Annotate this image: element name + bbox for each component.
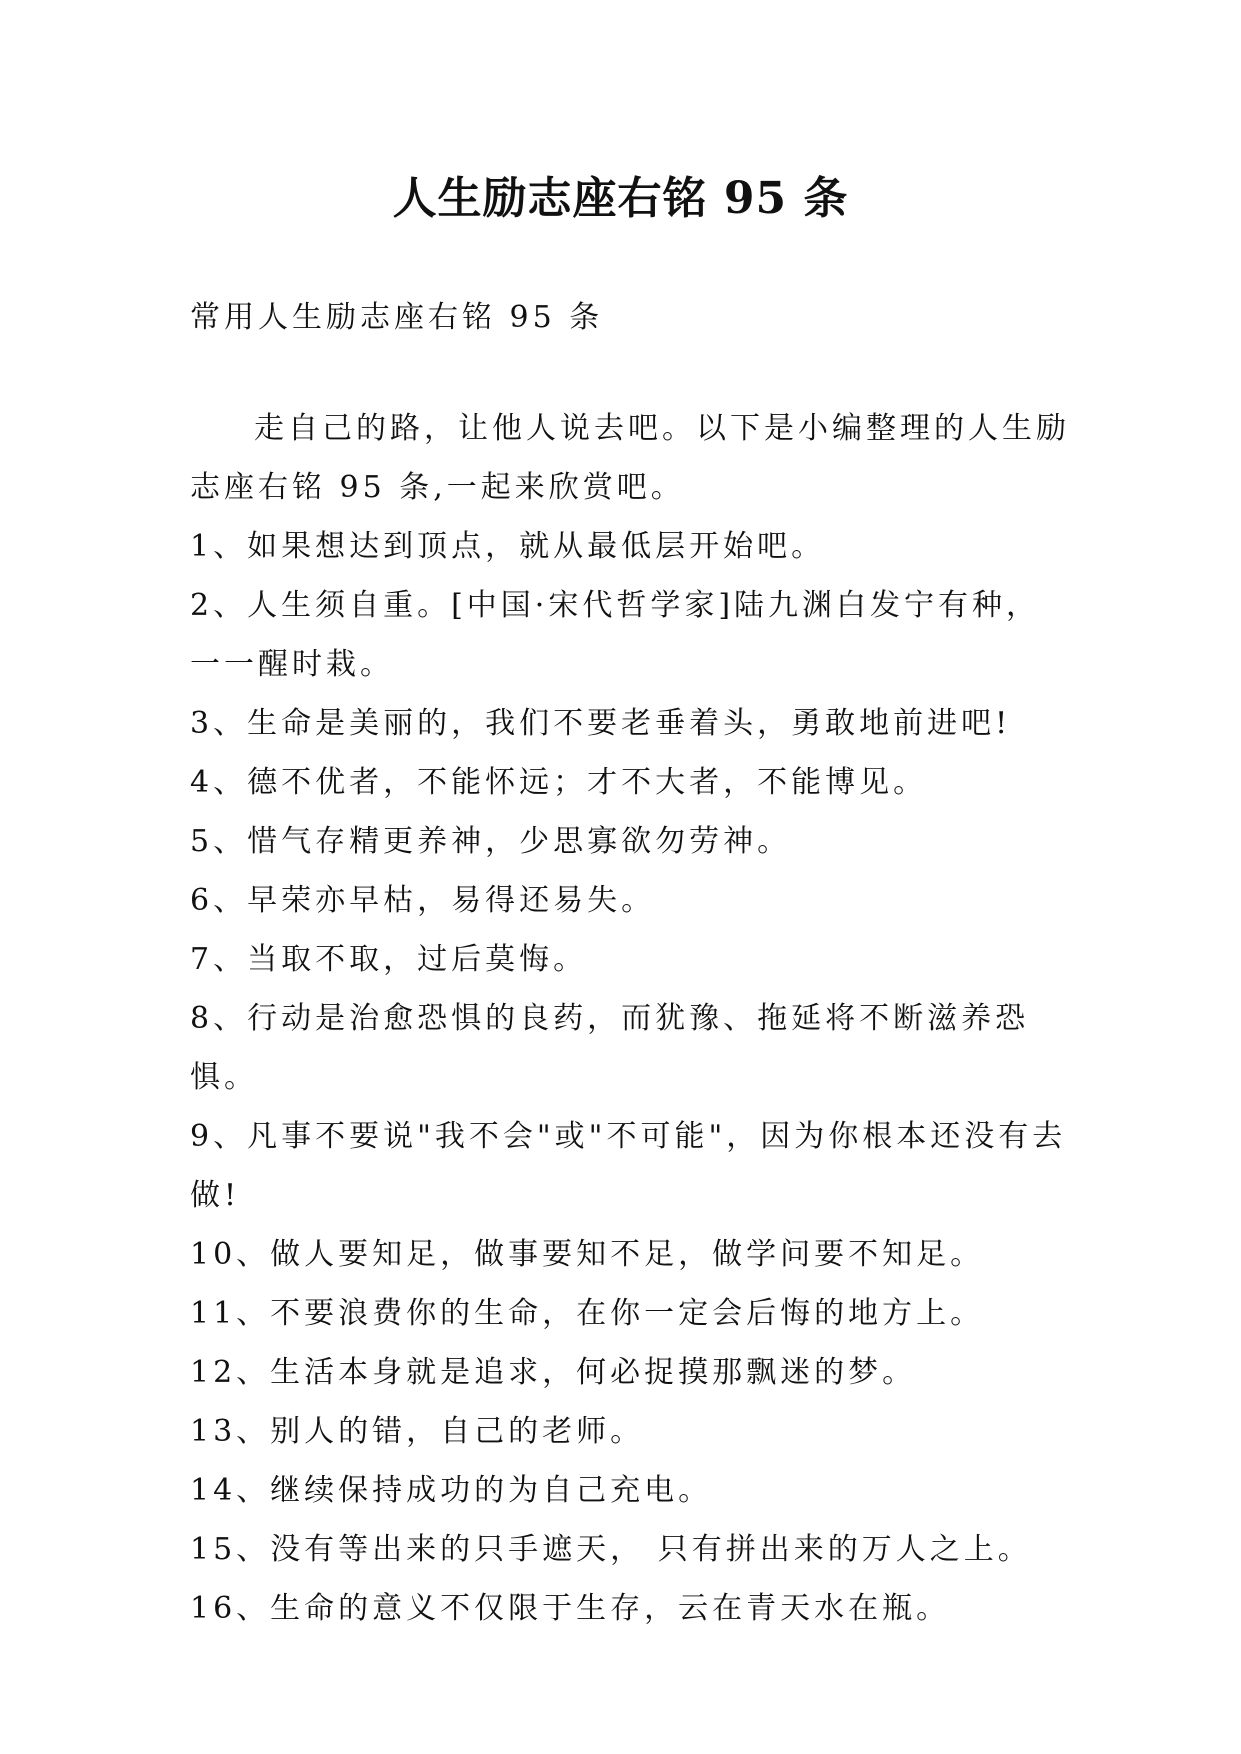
motto-item-7: 7、当取不取，过后莫悔。	[190, 942, 588, 977]
motto-item-6: 6、早荣亦早枯，易得还易失。	[190, 883, 656, 918]
motto-item-14: 14、继续保持成功的为自己充电。	[190, 1473, 713, 1508]
motto-item-12: 12、生活本身就是追求，何必捉摸那飘迷的梦。	[190, 1355, 917, 1390]
motto-item-9: 9、凡事不要说"我不会"或"不可能"，因为你根本还没有去做!	[190, 1119, 1067, 1213]
document-title: 人生励志座右铭 95 条	[392, 173, 849, 225]
motto-item-2: 2、人生须自重。[中国·宋代哲学家]陆九渊白发宁有种，一一醒时栽。	[190, 588, 1041, 682]
motto-item-10: 10、做人要知足，做事要知不足，做学问要不知足。	[190, 1237, 985, 1272]
motto-item-8: 8、行动是治愈恐惧的良药，而犹豫、拖延将不断滋养恐惧。	[190, 1001, 1030, 1095]
intro-paragraph: 走自己的路，让他人说去吧。以下是小编整理的人生励志座右铭 95 条,一起来欣赏吧。	[190, 411, 1070, 505]
motto-item-16: 16、生命的意义不仅限于生存，云在青天水在瓶。	[190, 1591, 951, 1626]
document-body	[190, 288, 1070, 1638]
document-subtitle: 常用人生励志座右铭 95 条	[190, 300, 604, 335]
motto-item-15: 15、没有等出来的只手遮天， 只有拼出来的万人之上。	[190, 1532, 1032, 1567]
motto-item-4: 4、德不优者，不能怀远；才不大者，不能博见。	[190, 765, 928, 800]
motto-item-1: 1、如果想达到顶点，就从最低层开始吧。	[190, 529, 826, 564]
motto-item-11: 11、不要浪费你的生命，在你一定会后悔的地方上。	[190, 1296, 985, 1331]
motto-item-3: 3、生命是美丽的，我们不要老垂着头，勇敢地前进吧!	[190, 706, 1012, 741]
motto-item-5: 5、惜气存精更养神，少思寡欲勿劳神。	[190, 824, 792, 859]
motto-item-13: 13、别人的错，自己的老师。	[190, 1414, 645, 1449]
